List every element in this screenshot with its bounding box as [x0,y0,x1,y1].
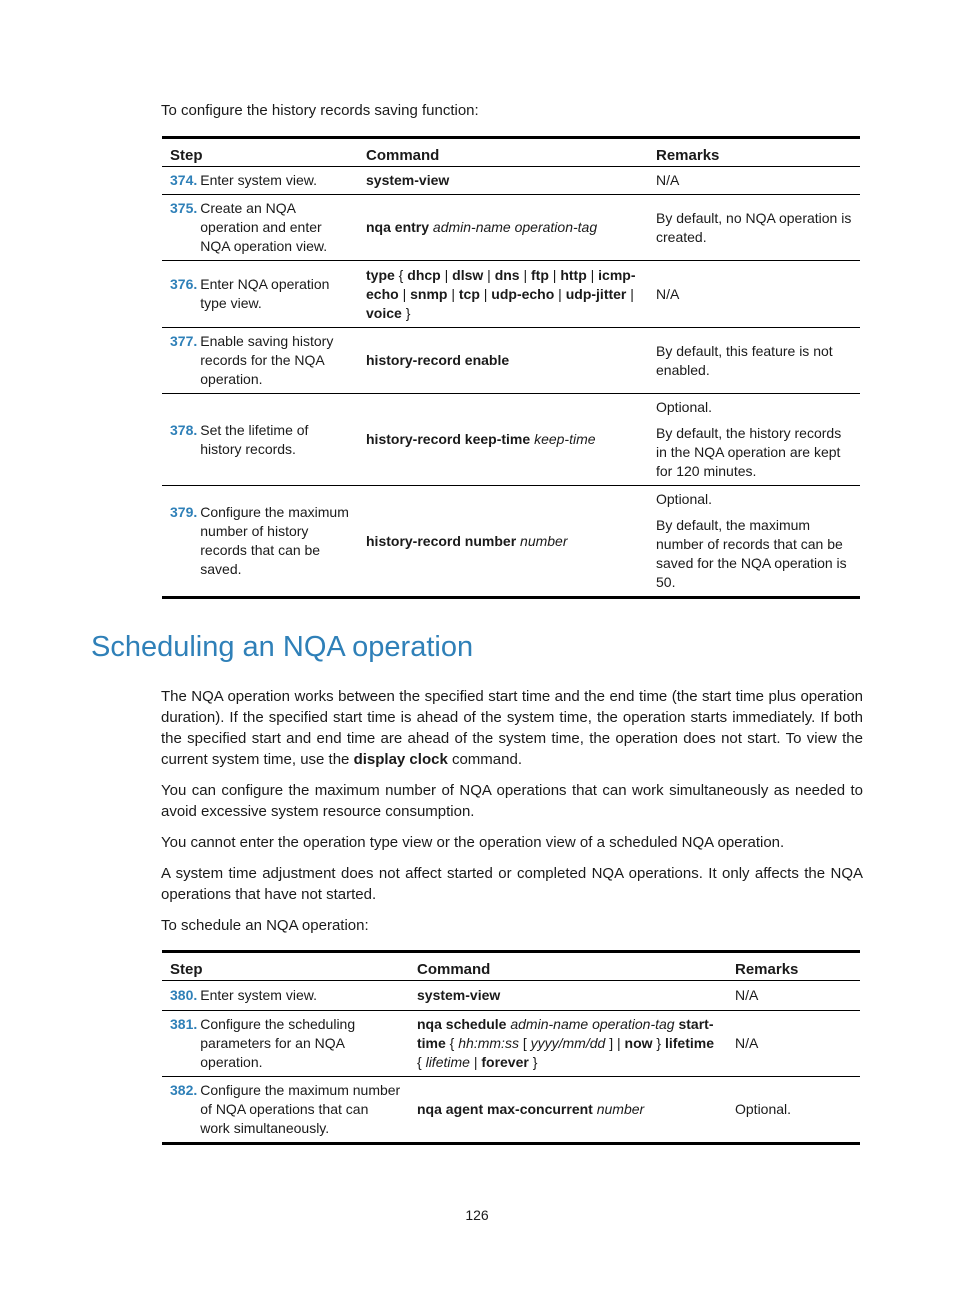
text-run: | [519,266,531,283]
bold-run: dns [494,266,520,283]
remarks-cell [648,486,860,598]
step-number: 375. [170,200,198,216]
remark-text: N/A [735,987,759,1003]
step-number: 377. [170,333,198,349]
bold-run: udp-jitter [565,285,627,302]
italic-run: number [596,1101,645,1117]
bold-run: http [560,266,587,283]
bold-run: snmp [410,285,448,302]
step [170,1081,401,1138]
remark-text: Optional. [656,491,713,507]
step [170,332,350,389]
step-number: 382. [170,1082,198,1098]
bold-run: history-record keep-time [366,431,531,447]
section-title: Scheduling an NQA operation [91,631,474,663]
step-text: Enter system view. [200,172,317,188]
step-text: Enable saving history records for the NQA operation. [200,333,334,387]
remark-text: N/A [735,1035,759,1051]
step [170,199,350,256]
text-run: } [652,1035,665,1051]
text-run: } [401,304,411,321]
text-run: [ [518,1035,531,1051]
step-text: Set the lifetime of history records. [200,421,309,457]
text-run: A system time adjustment does not affect started or completed NQA operations. It only affects the NQA operations that have not started. [161,865,863,903]
italic-run: yyyy/mm/dd [530,1035,606,1051]
bold-run: lifetime [664,1035,714,1051]
remarks-cell [648,261,860,328]
text-run: | [548,266,561,283]
italic-run: lifetime [425,1054,470,1070]
table-row [162,1011,860,1077]
text-run: You cannot enter the operation type view or the operation view of a scheduled NQA operation. [161,834,785,851]
remarks-cell [648,195,860,261]
remark-text: By default, this feature is not enabled. [656,342,833,378]
remarks-cell [727,1011,860,1077]
section-body [161,686,863,946]
step-cell [162,328,358,394]
step [170,171,350,190]
remark-text: Optional. [656,399,713,415]
remarks-cell [648,167,860,195]
command-cell [358,328,648,394]
header-command: Command [409,952,727,981]
command-cell [358,261,648,328]
italic-run: keep-time [534,431,596,447]
step-text: Configure the maximum number of history records that can be saved. [200,504,349,577]
bold-run: history-record number [366,532,517,549]
header-step: Step [162,952,409,981]
table-row [162,394,860,486]
bold-run: history-record enable [366,352,510,368]
bold-run: forever [481,1054,529,1070]
schedule-table [162,950,860,1145]
text-run: } [528,1054,538,1070]
remark-text: Optional. [735,1101,792,1117]
bold-run: type [366,266,395,283]
table-row [162,328,860,394]
bold-run: nqa agent max-concurrent [417,1101,593,1117]
step-number: 381. [170,1016,198,1032]
step [170,275,350,313]
text-run: To schedule an NQA operation: [161,917,369,934]
text-run: | [440,266,453,283]
bold-run: tcp [458,285,480,302]
remarks-cell [727,1077,860,1144]
header-command: Command [358,138,648,167]
step-number: 379. [170,504,198,520]
text-run: | [479,285,492,302]
step-cell [162,486,358,598]
paragraph [161,780,863,822]
text-run: | [447,285,459,302]
bold-run: nqa schedule [417,1016,507,1032]
bold-run: voice [366,304,402,321]
step-number: 378. [170,421,198,438]
step-text: Enter NQA operation type view. [200,276,330,311]
command-cell [409,981,727,1011]
bold-run: start-time [417,1016,714,1051]
command-cell [409,1011,727,1077]
bold-run: display clock [353,751,448,768]
paragraph [161,915,863,936]
step-number: 374. [170,172,198,188]
table-row [162,1077,860,1144]
text-run: The NQA operation works between the specified start time and the end time (the start time plus operation duration). If the specified start time is ahead of the system time, the operation starts immediately. If both the specified start and end time are ahead of the system time, the operation does not start. To view the current system time, use the [161,688,863,768]
italic-run: hh:mm:ss [458,1035,519,1051]
step-cell [162,394,358,486]
text-run: You can configure the maximum number of NQA operations that can work simultaneously as needed to avoid excessive system resource consumption. [161,782,863,820]
table-row [162,195,860,261]
text-run: { [445,1035,459,1051]
step-cell [162,981,409,1011]
remarks-cell [648,394,860,486]
command-cell [409,1077,727,1144]
table-row [162,486,860,598]
command-cell [358,195,648,261]
remark-text: By default, no NQA operation is created. [656,209,852,245]
step-text: Configure the scheduling parameters for an NQA operation. [200,1016,356,1070]
bold-run: ftp [531,266,549,283]
paragraph [161,863,863,905]
italic-run: number [520,532,568,549]
table-header-row [162,952,860,981]
table-row [162,981,860,1011]
header-remarks: Remarks [727,952,860,981]
step-cell [162,1011,409,1077]
bold-run: system-view [417,987,501,1003]
bold-run: system-view [366,172,450,188]
remark-text: N/A [656,285,680,302]
italic-run: admin-name operation-tag [432,219,598,235]
header-step: Step [162,138,358,167]
text-run: | [554,285,566,302]
bold-run: dhcp [407,266,441,283]
step-number: 376. [170,276,198,292]
italic-run: admin-name operation-tag [510,1016,675,1032]
command-cell [358,394,648,486]
table-header-row [162,138,860,167]
text-run: | [398,285,411,302]
remark-text: N/A [656,172,680,188]
table-row [162,261,860,328]
command-cell [358,167,648,195]
table1-intro: To configure the history records saving function: [161,102,479,119]
step-text: Create an NQA operation and enter NQA operation view. [200,200,328,254]
text-run: ] | [605,1035,625,1051]
step-cell [162,167,358,195]
step [170,1015,401,1072]
step [170,986,401,1005]
step-number: 380. [170,987,198,1003]
step [170,421,350,459]
bold-run: nqa entry [366,219,430,235]
step-cell [162,1077,409,1144]
remark-text: By default, the maximum number of records that can be saved for the NQA operation is 50. [656,517,847,590]
table-row [162,167,860,195]
bold-run: icmp-echo [366,266,636,302]
remark-text: By default, the history records in the NQA operation are kept for 120 minutes. [656,425,842,479]
step-text: Enter system view. [200,987,317,1003]
text-run: | [586,266,599,283]
command-cell [358,486,648,598]
remarks-cell [648,328,860,394]
text-run: { [417,1054,426,1070]
paragraph [161,832,863,853]
history-records-table [162,136,860,599]
text-run: | [626,285,634,302]
bold-run: dlsw [452,266,484,283]
page-number: 126 [465,1207,489,1223]
text-run: | [483,266,495,283]
step-cell [162,261,358,328]
step-cell [162,195,358,261]
bold-run: now [624,1035,653,1051]
paragraph [161,686,863,770]
text-run: command. [447,751,522,768]
step-text: Configure the maximum number of NQA operations that can work simultaneously. [200,1082,401,1136]
text-run: | [469,1054,482,1070]
header-remarks: Remarks [648,138,860,167]
bold-run: udp-echo [491,285,555,302]
step [170,503,350,579]
text-run: { [394,266,408,283]
remarks-cell [727,981,860,1011]
